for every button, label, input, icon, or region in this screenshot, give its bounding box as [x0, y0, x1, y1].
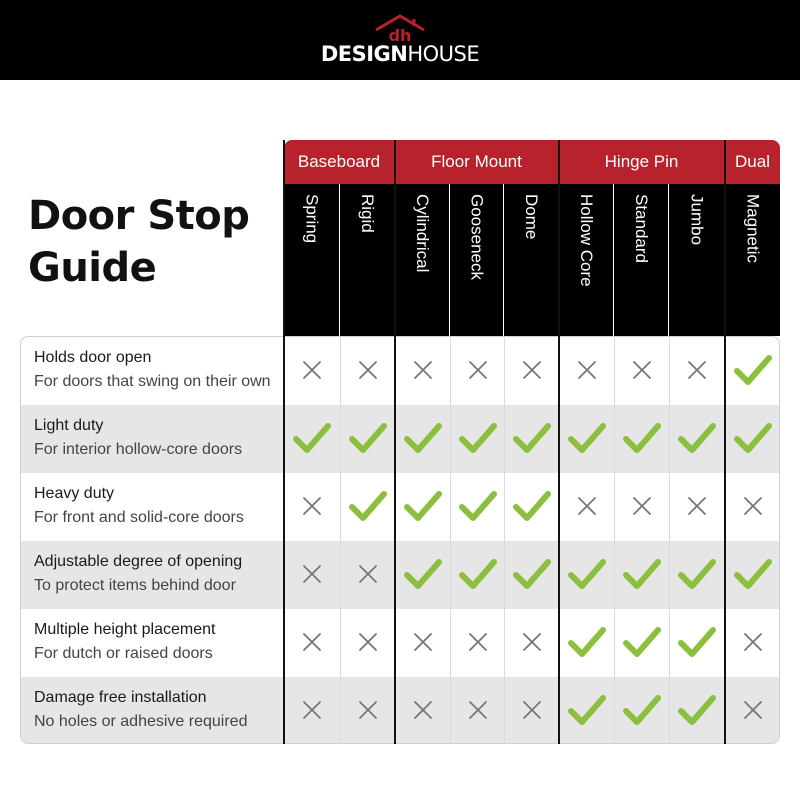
column-divider: [614, 336, 615, 744]
row-subtitle: For dutch or raised doors: [34, 645, 213, 662]
x-icon: [468, 632, 488, 652]
x-icon: [687, 360, 707, 380]
table-cell: [559, 540, 614, 608]
col-label: Spring: [302, 194, 322, 244]
x-icon: [358, 700, 378, 720]
table-cell: [725, 472, 780, 540]
x-icon: [302, 700, 322, 720]
table-cell: [669, 336, 724, 404]
table-cell: [395, 472, 450, 540]
table-cell: [340, 608, 395, 676]
col-header-jumbo: [669, 184, 725, 336]
table-cell: [284, 540, 339, 608]
x-icon: [743, 496, 763, 516]
check-icon: [623, 421, 661, 455]
table-cell: [450, 404, 505, 472]
column-divider: [504, 336, 505, 744]
col-header-gooseneck: [450, 184, 504, 336]
table-cell: [340, 404, 395, 472]
page-title: [28, 190, 278, 294]
x-icon: [468, 700, 488, 720]
house-logo-icon: [372, 14, 428, 44]
check-icon: [349, 421, 387, 455]
check-icon: [678, 557, 716, 591]
x-icon: [302, 564, 322, 584]
check-icon: [513, 421, 551, 455]
table-cell: [614, 608, 669, 676]
group-divider: [394, 140, 396, 744]
group-header-baseboard: Baseboard: [284, 140, 395, 184]
table-cell: [669, 608, 724, 676]
table-cell: [395, 404, 450, 472]
table-cell: [340, 336, 395, 404]
table-cell: [614, 472, 669, 540]
row-subtitle: To protect items behind door: [34, 577, 236, 594]
check-icon: [734, 557, 772, 591]
x-icon: [577, 496, 597, 516]
table-cell: [614, 676, 669, 744]
check-icon: [734, 353, 772, 387]
column-divider: [340, 336, 341, 744]
table-cell: [340, 540, 395, 608]
table-cell: [559, 608, 614, 676]
table-cell: [450, 608, 505, 676]
x-icon: [743, 700, 763, 720]
col-header-hollow-core: [559, 184, 614, 336]
check-icon: [513, 557, 551, 591]
check-icon: [404, 557, 442, 591]
table-cell: [504, 404, 559, 472]
table-cell: [725, 540, 780, 608]
col-label: Rigid: [358, 194, 377, 233]
x-icon: [302, 360, 322, 380]
col-label: Magnetic: [743, 194, 763, 263]
table-cell: [340, 472, 395, 540]
column-divider: [669, 336, 670, 744]
x-icon: [522, 632, 542, 652]
table-cell: [450, 336, 505, 404]
group-header-dual: Dual: [725, 140, 780, 184]
row-title: Light duty: [34, 417, 104, 434]
row-subtitle: For front and solid-core doors: [34, 509, 244, 526]
table-cell: [450, 472, 505, 540]
table-cell: [614, 540, 669, 608]
check-icon: [734, 421, 772, 455]
table-cell: [669, 676, 724, 744]
table-cell: [559, 472, 614, 540]
check-icon: [568, 693, 606, 727]
x-icon: [413, 700, 433, 720]
table-cell: [340, 676, 395, 744]
table-cell: [284, 404, 339, 472]
x-icon: [687, 496, 707, 516]
table-cell: [725, 676, 780, 744]
row-title: Multiple height placement: [34, 621, 216, 638]
x-icon: [743, 632, 763, 652]
col-header-magnetic: [725, 184, 780, 336]
x-icon: [632, 496, 652, 516]
x-icon: [632, 360, 652, 380]
check-icon: [678, 693, 716, 727]
check-icon: [459, 489, 497, 523]
column-divider: [450, 336, 451, 744]
table-cell: [284, 608, 339, 676]
check-icon: [568, 625, 606, 659]
brand-name-part2: HOUSE: [407, 42, 480, 66]
x-icon: [358, 632, 378, 652]
row-subtitle: For doors that swing on their own: [34, 373, 271, 390]
table-cell: [559, 676, 614, 744]
col-header-cylindrical: [395, 184, 450, 336]
check-icon: [623, 693, 661, 727]
table-cell: [559, 336, 614, 404]
table-cell: [284, 472, 339, 540]
table-cell: [669, 472, 724, 540]
check-icon: [293, 421, 331, 455]
table-cell: [559, 404, 614, 472]
col-label: Dome: [522, 194, 541, 240]
group-divider: [283, 140, 285, 744]
row-title: Damage free installation: [34, 689, 207, 706]
x-icon: [522, 700, 542, 720]
table-cell: [669, 540, 724, 608]
table-cell: [725, 336, 780, 404]
table-cell: [395, 608, 450, 676]
brand-name-part1: DESIGN: [320, 42, 408, 66]
table-cell: [669, 404, 724, 472]
table-cell: [725, 404, 780, 472]
x-icon: [358, 360, 378, 380]
table-cell: [504, 336, 559, 404]
group-divider: [724, 140, 726, 744]
x-icon: [468, 360, 488, 380]
col-label: Hollow Core: [577, 194, 596, 287]
check-icon: [404, 489, 442, 523]
check-icon: [568, 421, 606, 455]
row-subtitle: For interior hollow-core doors: [34, 441, 243, 458]
check-icon: [459, 557, 497, 591]
logo-mark-text: dh: [388, 26, 412, 44]
col-header-standard: [614, 184, 669, 336]
col-label: Standard: [632, 194, 651, 263]
check-icon: [678, 625, 716, 659]
table-cell: [450, 676, 505, 744]
col-header-dome: [504, 184, 559, 336]
row-subtitle: No holes or adhesive required: [34, 713, 248, 730]
table-cell: [614, 336, 669, 404]
group-divider: [558, 140, 560, 744]
col-header-rigid: [340, 184, 395, 336]
col-label: Jumbo: [687, 194, 707, 246]
col-label: Cylindrical: [413, 194, 432, 273]
table-cell: [504, 540, 559, 608]
table-cell: [725, 608, 780, 676]
check-icon: [623, 625, 661, 659]
check-icon: [513, 489, 551, 523]
group-header-floor-mount: Floor Mount: [395, 140, 559, 184]
x-icon: [577, 360, 597, 380]
table-cell: [614, 404, 669, 472]
table-cell: [395, 336, 450, 404]
table-cell: [450, 540, 505, 608]
table-cell: [395, 676, 450, 744]
x-icon: [302, 632, 322, 652]
x-icon: [522, 360, 542, 380]
row-title: Heavy duty: [34, 485, 115, 502]
brand-name: [0, 42, 800, 66]
col-label: Gooseneck: [467, 194, 487, 280]
table-cell: [284, 336, 339, 404]
title-line-1: Door Stop: [28, 193, 250, 239]
row-title: Adjustable degree of opening: [34, 553, 243, 570]
check-icon: [349, 489, 387, 523]
check-icon: [459, 421, 497, 455]
col-header-spring: [284, 184, 340, 336]
table-cell: [284, 676, 339, 744]
check-icon: [568, 557, 606, 591]
x-icon: [413, 360, 433, 380]
title-line-2: Guide: [28, 245, 157, 291]
check-icon: [623, 557, 661, 591]
table-cell: [395, 540, 450, 608]
group-header-hinge-pin: Hinge Pin: [559, 140, 725, 184]
check-icon: [404, 421, 442, 455]
x-icon: [358, 564, 378, 584]
top-banner: [0, 0, 800, 80]
table-cell: [504, 676, 559, 744]
x-icon: [302, 496, 322, 516]
x-icon: [413, 632, 433, 652]
table-cell: [504, 472, 559, 540]
check-icon: [678, 421, 716, 455]
row-title: Holds door open: [34, 349, 152, 366]
table-cell: [504, 608, 559, 676]
